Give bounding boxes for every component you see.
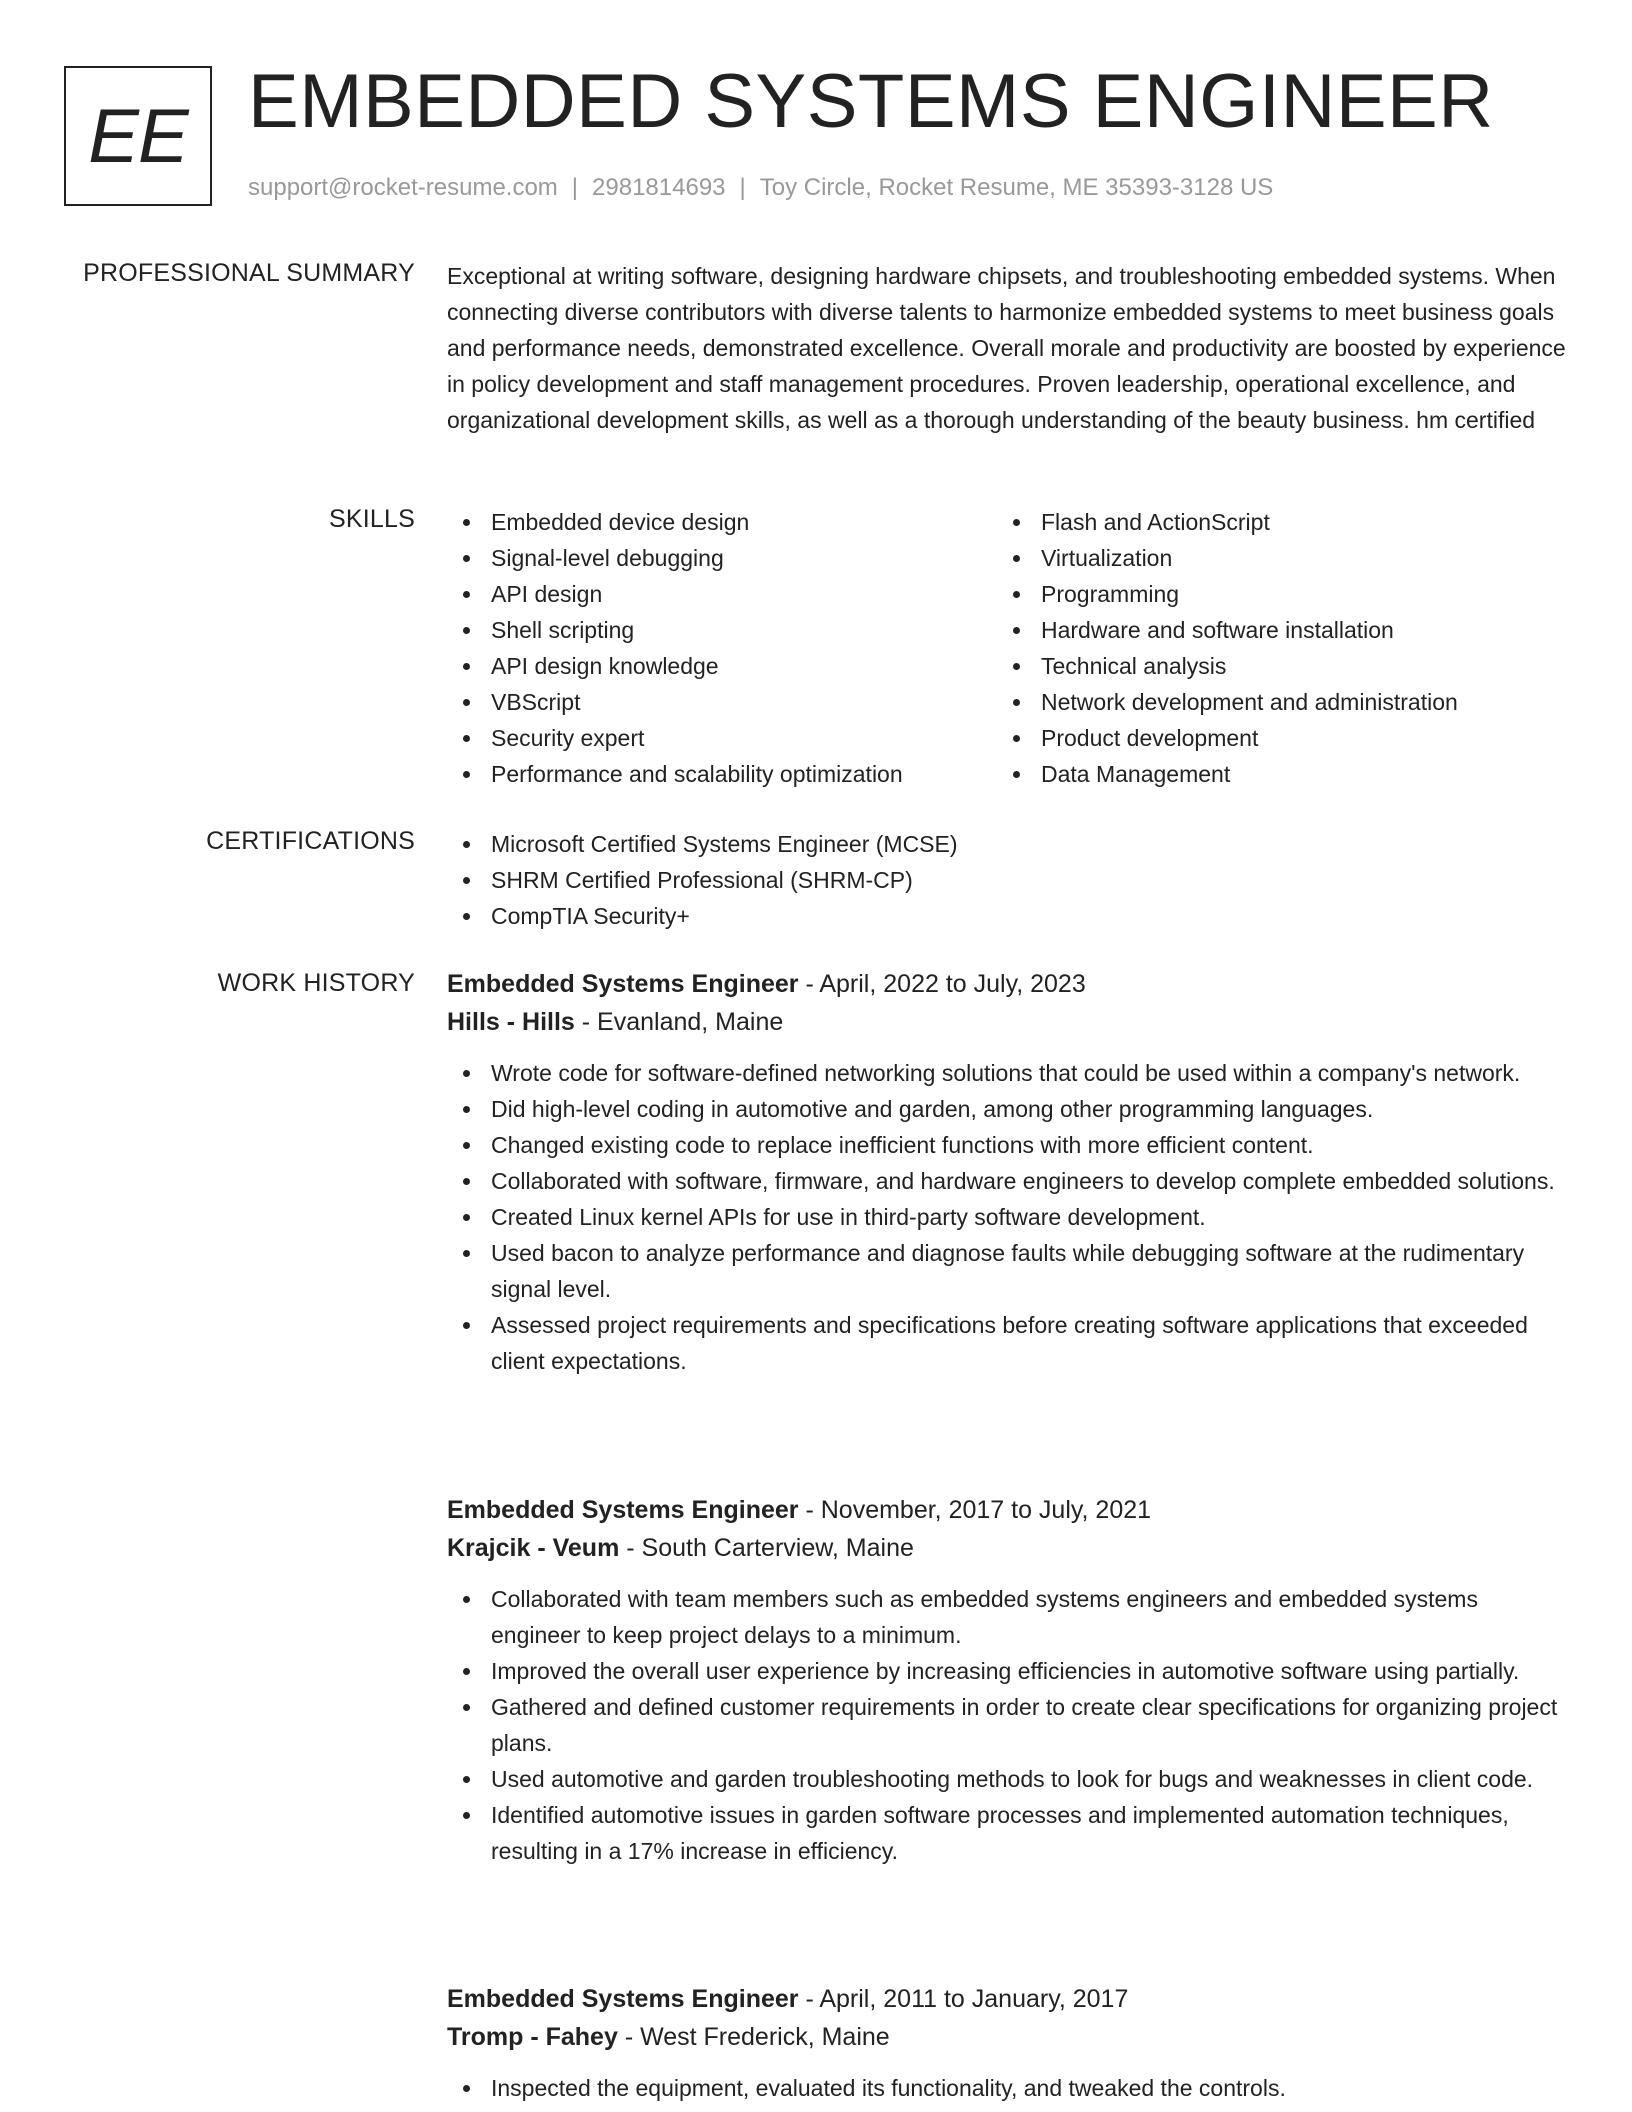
job-bullet: Gathered and defined customer requirements in order to create clear specifications for organizing project plans. [447,1689,1567,1761]
job-bullet: Used automotive and garden troubleshooting methods to look for bugs and weaknesses in client code. [447,1761,1567,1797]
job-company-line [447,2018,1567,2056]
job-entry [447,1980,1567,2106]
contact-email: support@rocket-resume.com [248,174,558,201]
job-dates: - April, 2011 to January, 2017 [798,1985,1129,2013]
job-company: Krajcik - Veum [447,1534,620,1562]
job-bullet: Inspected the equipment, evaluated its functionality, and tweaked the controls. [447,2070,1567,2106]
job-bullet: Wrote code for software-defined networking solutions that could be used within a company's network. [447,1055,1567,1091]
monogram-initials: EE [88,93,188,179]
skill-item: Flash and ActionScript [997,504,1547,540]
skill-item: Performance and scalability optimization [447,756,997,792]
skill-item: Embedded device design [447,504,997,540]
skills-section [447,504,1567,792]
skills-label: SKILLS [329,505,415,533]
skill-item: Product development [997,720,1547,756]
skill-item: Virtualization [997,540,1547,576]
job-company: Hills - Hills [447,1008,575,1036]
summary-text: Exceptional at writing software, designing hardware chipsets, and troubleshooting embedded systems. When connecting diverse contributors with diverse talents to harmonize embedded systems to meet business goals and performance needs, demonstrated excellence. Overall morale and productivity are boosted by experience in policy development and staff management procedures. Proven leadership, operational excellence, and organizational development skills, as well as a thorough understanding of the beauty business. hm certified [447,263,1566,433]
certifications-section [447,826,1567,934]
job-entry [447,1491,1567,1869]
job-bullet: Created Linux kernel APIs for use in third-party software development. [447,1199,1567,1235]
job-location: - West Frederick, Maine [617,2023,890,2051]
job-bullet: Did high-level coding in automotive and garden, among other programming languages. [447,1091,1567,1127]
skill-item: Shell scripting [447,612,997,648]
job-company-line [447,1529,1567,1567]
summary-label: PROFESSIONAL SUMMARY [83,259,415,287]
job-dates: - November, 2017 to July, 2021 [798,1496,1152,1524]
job-bullet: Improved the overall user experience by increasing efficiencies in automotive software using partially. [447,1653,1567,1689]
job-title: Embedded Systems Engineer [447,1496,799,1524]
contact-address: Toy Circle, Rocket Resume, ME 35393-3128 US [759,174,1274,201]
skill-item: API design knowledge [447,648,997,684]
job-title-line [447,1491,1567,1529]
job-bullets [447,1581,1567,1869]
job-title-line [447,965,1567,1003]
job-bullet: Used bacon to analyze performance and diagnose faults while debugging software at the rudimentary signal level. [447,1235,1567,1307]
job-company-line [447,1003,1567,1041]
contact-line [248,174,1273,202]
skill-item: VBScript [447,684,997,720]
job-title-line [447,1980,1567,2018]
skills-list-right [997,504,1547,792]
skill-item: Data Management [997,756,1547,792]
skill-item: Security expert [447,720,997,756]
job-title: Embedded Systems Engineer [447,970,799,998]
job-dates: - April, 2022 to July, 2023 [798,970,1086,998]
skill-item: Technical analysis [997,648,1547,684]
contact-phone: 2981814693 [592,174,726,201]
skill-item: API design [447,576,997,612]
job-title: Embedded Systems Engineer [447,1985,799,2013]
skill-item: Network development and administration [997,684,1547,720]
job-bullet: Assessed project requirements and specifications before creating software applications that exceeded client expectations. [447,1307,1567,1379]
skill-item: Hardware and software installation [997,612,1547,648]
job-bullet: Collaborated with team members such as embedded systems engineers and embedded systems engineer to keep project delays to a minimum. [447,1581,1567,1653]
job-bullets [447,1055,1567,1379]
contact-separator: | [571,174,579,201]
job-bullet: Identified automotive issues in garden software processes and implemented automation techniques, resulting in a 17% increase in efficiency. [447,1797,1567,1869]
contact-separator: | [739,174,746,201]
job-entry [447,965,1567,1379]
job-bullet: Collaborated with software, firmware, and hardware engineers to develop complete embedded solutions. [447,1163,1567,1199]
job-bullets [447,2070,1567,2106]
certification-item: CompTIA Security+ [447,898,1567,934]
certifications-list [447,826,1567,934]
job-bullet: Changed existing code to replace inefficient functions with more efficient content. [447,1127,1567,1163]
monogram-box [64,66,212,206]
certifications-label: CERTIFICATIONS [206,827,415,855]
work-history-label: WORK HISTORY [217,969,415,997]
summary-section [447,258,1567,438]
resume-name: EMBEDDED SYSTEMS ENGINEER [248,59,1494,144]
certification-item: SHRM Certified Professional (SHRM-CP) [447,862,1567,898]
job-location: - South Carterview, Maine [619,1534,914,1562]
skill-item: Signal-level debugging [447,540,997,576]
certification-item: Microsoft Certified Systems Engineer (MCSE) [447,826,1567,862]
skill-item: Programming [997,576,1547,612]
job-location: - Evanland, Maine [574,1008,784,1036]
skills-list-left [447,504,997,792]
job-company: Tromp - Fahey [447,2023,618,2051]
